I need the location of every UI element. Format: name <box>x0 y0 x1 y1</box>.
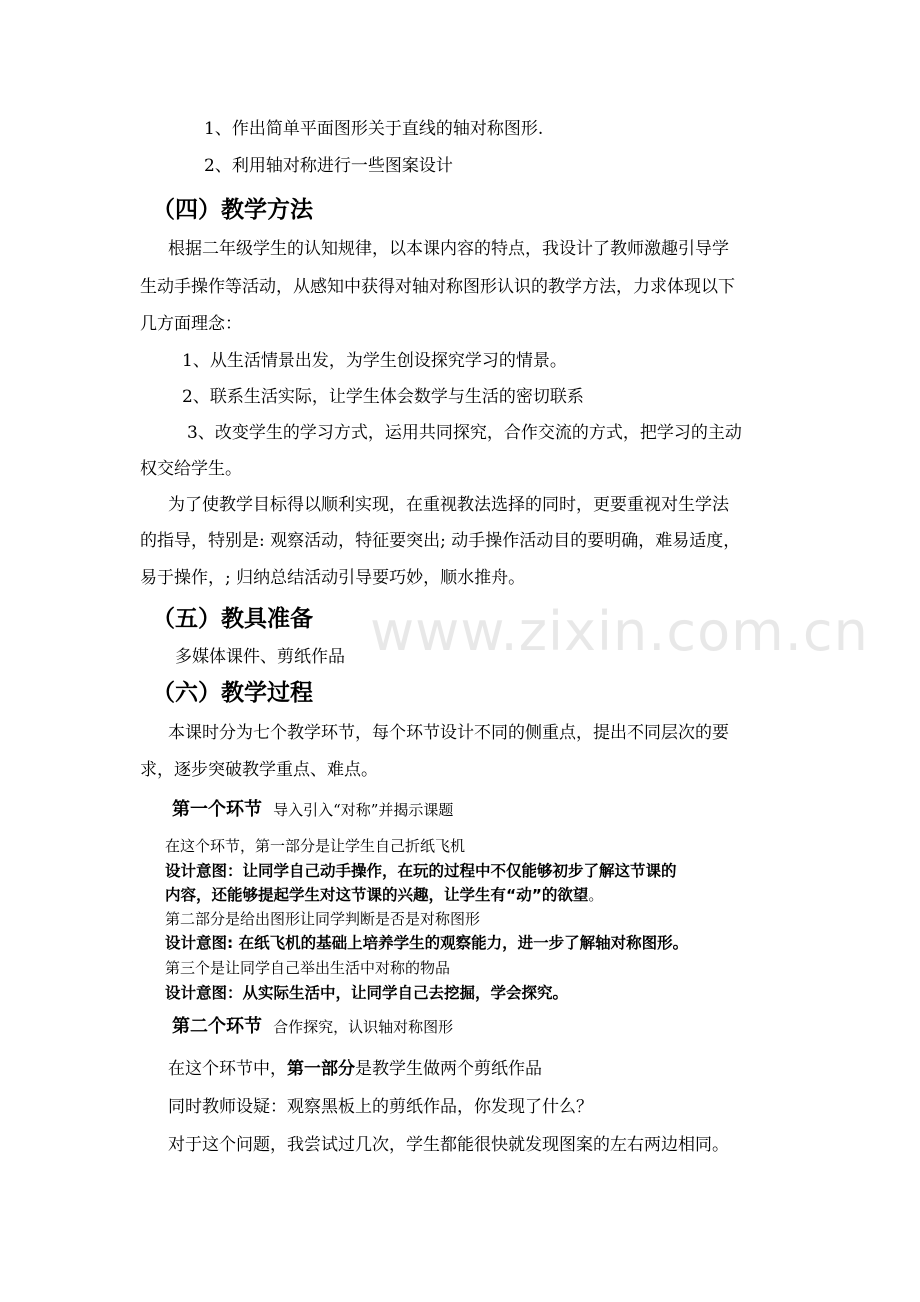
link-1-intent-3: 设计意图：从实际生活中，让同学自己去挖掘，学会探究。 <box>165 984 569 1002</box>
link-1-part-1: 在这个环节，第一部分是让学生自己折纸飞机 <box>165 837 466 855</box>
link-1-intent-1-line-2-text: 内容，还能够提起学生对这节课的兴趣，让学生有“动”的欲望 <box>165 886 589 904</box>
link-1-intent-1-end: 。 <box>588 886 604 904</box>
section-6-intro-line-1: 本课时分为七个教学环节，每个环节设计不同的侧重点，提出不同层次的要 <box>168 723 729 743</box>
section-4-para-line-2: 的指导，特别是: 观察活动，特征要突出; 动手操作活动目的要明确，难易适度， <box>140 531 741 551</box>
section-5-heading: （五）教具准备 <box>152 606 313 632</box>
link-1-intent-1-line-1: 设计意图：让同学自己动手操作，在玩的过程中不仅能够初步了解这节课的 <box>165 862 677 880</box>
section-4-item-3: 3、改变学生的学习方式，运用共同探究，合作交流的方式，把学习的主动 <box>187 423 742 443</box>
section-4-intro-line-2: 生动手操作等活动，从感知中获得对轴对称图形认识的教学方法，力求体现以下 <box>140 277 735 297</box>
link-1-part-3: 第三个是让同学自己举出生活中对称的物品 <box>165 959 451 977</box>
section-5-text: 多媒体课件、剪纸作品 <box>175 647 345 667</box>
goal-item-1: 1、作出简单平面图形关于直线的轴对称图形. <box>204 119 544 139</box>
watermark: www.zixin.com.cn <box>370 600 869 663</box>
section-4-item-2: 2、联系生活实际，让学生体会数学与生活的密切联系 <box>182 387 584 407</box>
section-4-intro-line-3: 几方面理念： <box>140 314 242 334</box>
link-2-part-2: 同时教师设疑：观察黑板上的剪纸作品，你发现了什么？ <box>168 1097 593 1117</box>
section-4-para-line-3: 易于操作，; 归纳总结活动引导要巧妙，顺水推舟。 <box>140 568 526 588</box>
link-2-part-3: 对于这个问题，我尝试过几次，学生都能很快就发现图案的左右两边相同。 <box>168 1135 729 1155</box>
link-1-part-2: 第二部分是给出图形让同学判断是否是对称图形 <box>165 910 481 928</box>
section-4-para-line-1: 为了使教学目标得以顺利实现，在重视教法选择的同时，更要重视对生学法 <box>168 495 729 515</box>
link-2-part-1-bold: 第一部分 <box>287 1059 355 1079</box>
link-1-heading <box>172 799 453 821</box>
section-6-intro-line-2: 求，逐步突破教学重点、难点。 <box>140 760 378 780</box>
section-4-item-1: 1、从生活情景出发，为学生创设探究学习的情景。 <box>182 351 567 371</box>
section-4-heading: （四）教学方法 <box>152 197 313 223</box>
section-4-intro-line-1: 根据二年级学生的认知规律，以本课内容的特点，我设计了教师激趣引导学 <box>168 239 729 259</box>
link-2-part-1-post: 是教学生做两个剪纸作品 <box>355 1059 542 1079</box>
link-1-label: 第一个环节 <box>172 799 262 820</box>
goal-item-2: 2、利用轴对称进行一些图案设计 <box>204 156 453 176</box>
link-1-intent-2: 设计意图: 在纸飞机的基础上培养学生的观察能力，进一步了解轴对称图形。 <box>165 934 689 952</box>
link-2-heading <box>172 1016 453 1038</box>
link-2-part-1-pre: 在这个环节中， <box>168 1059 287 1079</box>
link-2-title: 合作探究，认识轴对称图形 <box>273 1018 454 1036</box>
link-1-intent-1-line-2 <box>165 884 603 906</box>
section-4-item-3-cont: 权交给学生。 <box>140 459 242 479</box>
link-2-part-1 <box>168 1058 542 1080</box>
link-2-label: 第二个环节 <box>172 1016 262 1037</box>
link-1-title: 导入引入“对称”并揭示课题 <box>273 801 454 819</box>
section-6-heading: （六）教学过程 <box>152 680 313 706</box>
